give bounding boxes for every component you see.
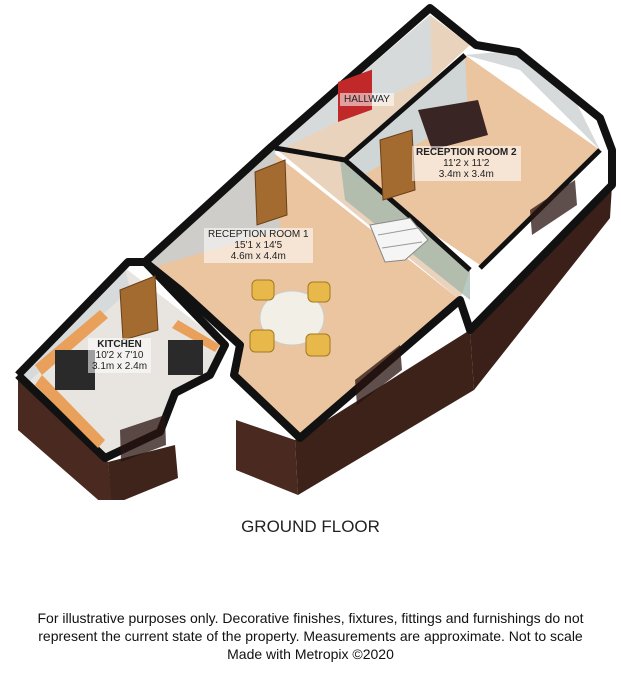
kitchen-label xyxy=(88,338,151,373)
dining-set xyxy=(250,280,330,356)
reception1-metric: 4.6m x 4.4m xyxy=(230,251,286,262)
door-reception1 xyxy=(255,160,287,225)
reception2-imperial: 11'2 x 11'2 xyxy=(443,158,490,169)
chair xyxy=(308,282,330,302)
reception2-name: RECEPTION ROOM 2 xyxy=(416,147,517,158)
chair xyxy=(250,330,274,352)
disclaimer xyxy=(0,609,621,663)
disclaimer-line-1: For illustrative purposes only. Decorative finishes, fixtures, fittings and furnishings do not xyxy=(37,610,584,626)
chair xyxy=(306,334,330,356)
cabinets xyxy=(168,340,203,375)
chair xyxy=(252,280,274,300)
kitchen-imperial: 10'2 x 7'10 xyxy=(95,350,144,361)
reception2-label xyxy=(412,146,521,181)
reception1-imperial: 15'1 x 14'5 xyxy=(234,240,283,251)
reception1-label xyxy=(204,228,313,263)
hallway-label xyxy=(340,93,394,106)
disclaimer-line-3: Made with Metropix ©2020 xyxy=(227,646,394,662)
floor-title: GROUND FLOOR xyxy=(241,517,380,536)
reception1-name: RECEPTION ROOM 1 xyxy=(208,229,309,240)
disclaimer-line-2: represent the current state of the property. Measurements are approximate. Not to scale xyxy=(38,628,583,644)
hallway-name: HALLWAY xyxy=(344,94,390,105)
door-reception2 xyxy=(380,130,415,200)
kitchen-name: KITCHEN xyxy=(97,339,142,350)
reception2-metric: 3.4m x 3.4m xyxy=(438,169,494,180)
kitchen-metric: 3.1m x 2.4m xyxy=(92,361,148,372)
